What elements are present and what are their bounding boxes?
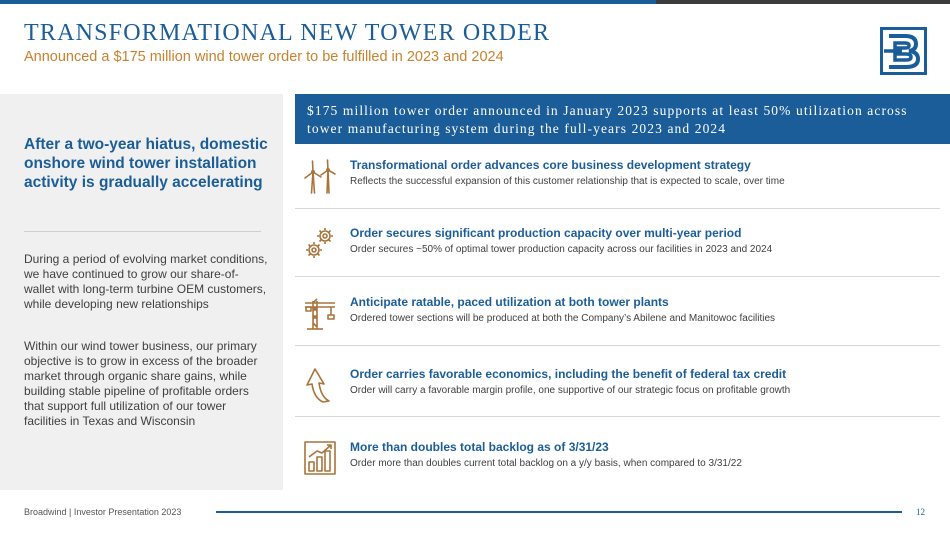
left-panel-paragraph-1: During a period of evolving market conditions, we have continued to grow our share-of-wallet with long-term turbine OEM customers, while developing new relationships xyxy=(24,252,268,311)
left-panel-divider xyxy=(24,231,261,232)
item-description: Order will carry a favorable margin profile, one supportive of our strategic focus on profitable growth xyxy=(350,385,791,396)
item-title: Order secures significant production capacity over multi-year period xyxy=(350,226,742,240)
footer-line xyxy=(216,511,902,513)
item-title: Anticipate ratable, paced utilization at both tower plants xyxy=(350,295,669,309)
crane-icon xyxy=(303,295,337,331)
item-separator xyxy=(295,416,940,417)
item-separator xyxy=(295,345,940,346)
bar-chart-growth-icon xyxy=(303,440,337,476)
item-description: Order more than doubles current total backlog on a y/y basis, when compared to 3/31/22 xyxy=(350,458,742,469)
footer-text: Broadwind | Investor Presentation 2023 xyxy=(24,507,182,517)
item-description: Reflects the successful expansion of this customer relationship that is expected to scale, over time xyxy=(350,176,785,187)
item-title: More than doubles total backlog as of 3/31/23 xyxy=(350,440,609,454)
wind-turbine-icon xyxy=(303,158,337,194)
item-description: Order secures ~50% of optimal tower production capacity across our facilities in 2023 and 2024 xyxy=(350,244,773,255)
item-title: Order carries favorable economics, including the benefit of federal tax credit xyxy=(350,367,787,381)
item-separator xyxy=(295,208,940,209)
page-title: TRANSFORMATIONAL NEW TOWER ORDER xyxy=(24,20,551,46)
item-title: Transformational order advances core business development strategy xyxy=(350,158,751,172)
utilization-banner xyxy=(295,94,950,144)
top-accent-bar-blue xyxy=(0,0,656,4)
item-separator xyxy=(295,276,940,277)
broadwind-logo-icon xyxy=(880,27,927,75)
gears-icon xyxy=(303,226,337,262)
page-number: 12 xyxy=(916,507,925,517)
left-panel-paragraph-2: Within our wind tower business, our primary objective is to grow in excess of the broader market through organic share gains, while building stable pipeline of profitable orders that support full utilization of our tower facilities in Texas and Wisconsin xyxy=(24,339,258,428)
left-panel-heading: After a two-year hiatus, domestic onshore wind tower installation activity is gradually accelerating xyxy=(24,136,268,191)
top-accent-bar-dark xyxy=(656,0,950,4)
curved-arrow-up-icon xyxy=(303,367,337,403)
page-subtitle: Announced a $175 million wind tower order to be fulfilled in 2023 and 2024 xyxy=(24,49,504,65)
item-description: Ordered tower sections will be produced at both the Company’s Abilene and Manitowoc facilities xyxy=(350,313,776,324)
banner-text: $175 million tower order announced in January 2023 supports at least 50% utilization across tower manufacturing system during the full-years 2023 and 2024 xyxy=(307,103,908,136)
